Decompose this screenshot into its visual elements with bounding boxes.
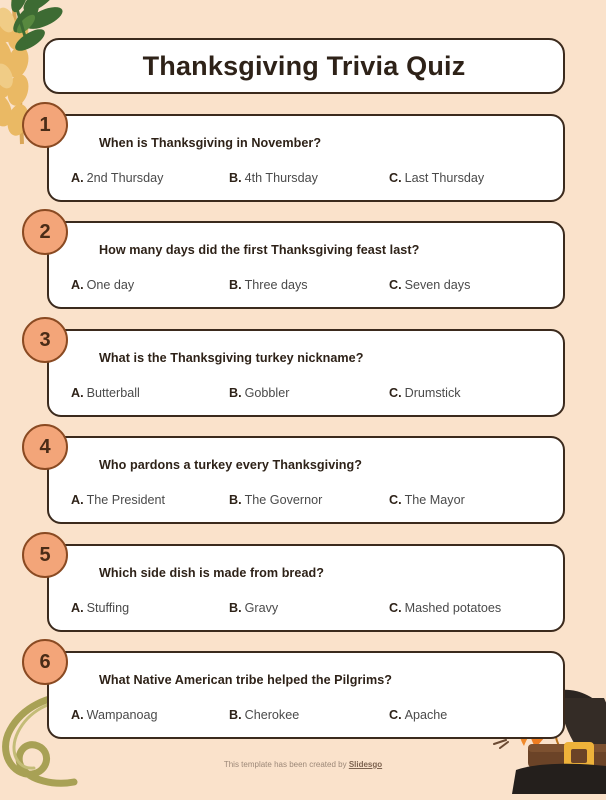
- option-text-a: Stuffing: [86, 601, 130, 615]
- option-text-b: Cherokee: [244, 708, 300, 722]
- question-number-badge-2: 2: [22, 209, 68, 255]
- question-card-2[interactable]: [39, 220, 565, 309]
- option-b-2[interactable]: [229, 278, 389, 292]
- option-c-6[interactable]: [389, 708, 551, 722]
- option-letter-a: A.: [71, 278, 84, 292]
- option-b-1[interactable]: [229, 171, 389, 185]
- option-text-b: Gobbler: [244, 386, 290, 400]
- option-letter-a: A.: [71, 171, 84, 185]
- option-text-a: Wampanoag: [86, 708, 158, 722]
- option-text-b: Gravy: [244, 601, 279, 615]
- option-b-6[interactable]: [229, 708, 389, 722]
- option-letter-a: A.: [71, 386, 84, 400]
- option-text-c: The Mayor: [404, 493, 465, 507]
- option-letter-b: B.: [229, 708, 242, 722]
- option-letter-c: C.: [389, 493, 402, 507]
- option-letter-c: C.: [389, 601, 402, 615]
- question-text-2: How many days did the first Thanksgiving feast last?: [99, 243, 420, 257]
- question-text-4: Who pardons a turkey every Thanksgiving?: [99, 458, 363, 472]
- option-text-b: The Governor: [244, 493, 323, 507]
- option-c-4[interactable]: [389, 493, 551, 507]
- option-letter-b: B.: [229, 386, 242, 400]
- option-text-c: Seven days: [404, 278, 471, 292]
- question-number-badge-5: 5: [22, 532, 68, 578]
- question-card-5[interactable]: [39, 543, 565, 632]
- option-text-a: One day: [86, 278, 135, 292]
- question-number-badge-1: 1: [22, 102, 68, 148]
- footer-prefix: This template has been created by: [223, 760, 347, 769]
- option-text-c: Drumstick: [404, 386, 461, 400]
- question-text-5: Which side dish is made from bread?: [99, 566, 324, 580]
- option-a-4[interactable]: [71, 493, 229, 507]
- option-letter-b: B.: [229, 171, 242, 185]
- option-text-a: Butterball: [86, 386, 140, 400]
- question-options-4: [71, 493, 551, 507]
- option-text-c: Last Thursday: [404, 171, 485, 185]
- question-options-1: [71, 171, 551, 185]
- quiz-title-card: [43, 38, 565, 94]
- option-b-3[interactable]: [229, 386, 389, 400]
- option-a-3[interactable]: [71, 386, 229, 400]
- option-text-a: The President: [86, 493, 165, 507]
- question-number-badge-3: 3: [22, 317, 68, 363]
- option-c-2[interactable]: [389, 278, 551, 292]
- option-b-5[interactable]: [229, 601, 389, 615]
- option-b-4[interactable]: [229, 493, 389, 507]
- question-number-badge-6: 6: [22, 639, 68, 685]
- option-letter-b: B.: [229, 278, 242, 292]
- option-letter-a: A.: [71, 493, 84, 507]
- option-a-6[interactable]: [71, 708, 229, 722]
- option-a-5[interactable]: [71, 601, 229, 615]
- option-letter-c: C.: [389, 708, 402, 722]
- option-a-1[interactable]: [71, 171, 229, 185]
- option-text-c: Mashed potatoes: [404, 601, 502, 615]
- question-options-3: [71, 386, 551, 400]
- option-text-a: 2nd Thursday: [86, 171, 164, 185]
- question-card-1[interactable]: [39, 113, 565, 202]
- option-text-c: Apache: [404, 708, 448, 722]
- option-letter-b: B.: [229, 601, 242, 615]
- option-c-5[interactable]: [389, 601, 551, 615]
- footer-attribution: [0, 760, 606, 769]
- option-letter-a: A.: [71, 601, 84, 615]
- question-text-1: When is Thanksgiving in November?: [99, 136, 322, 150]
- option-c-1[interactable]: [389, 171, 551, 185]
- option-c-3[interactable]: [389, 386, 551, 400]
- option-letter-c: C.: [389, 278, 402, 292]
- option-text-b: 4th Thursday: [244, 171, 318, 185]
- question-card-3[interactable]: [39, 328, 565, 417]
- slidesgo-link[interactable]: Slidesgo: [348, 760, 383, 769]
- question-text-6: What Native American tribe helped the Pilgrims?: [99, 673, 393, 687]
- question-text-3: What is the Thanksgiving turkey nickname?: [99, 351, 364, 365]
- option-letter-a: A.: [71, 708, 84, 722]
- question-options-6: [71, 708, 551, 722]
- question-options-5: [71, 601, 551, 615]
- option-letter-b: B.: [229, 493, 242, 507]
- question-card-4[interactable]: [39, 435, 565, 524]
- question-number-badge-4: 4: [22, 424, 68, 470]
- option-letter-c: C.: [389, 386, 402, 400]
- option-letter-c: C.: [389, 171, 402, 185]
- page-title: Thanksgiving Trivia Quiz: [142, 50, 466, 81]
- question-card-6[interactable]: [39, 650, 565, 739]
- question-options-2: [71, 278, 551, 292]
- option-a-2[interactable]: [71, 278, 229, 292]
- option-text-b: Three days: [244, 278, 308, 292]
